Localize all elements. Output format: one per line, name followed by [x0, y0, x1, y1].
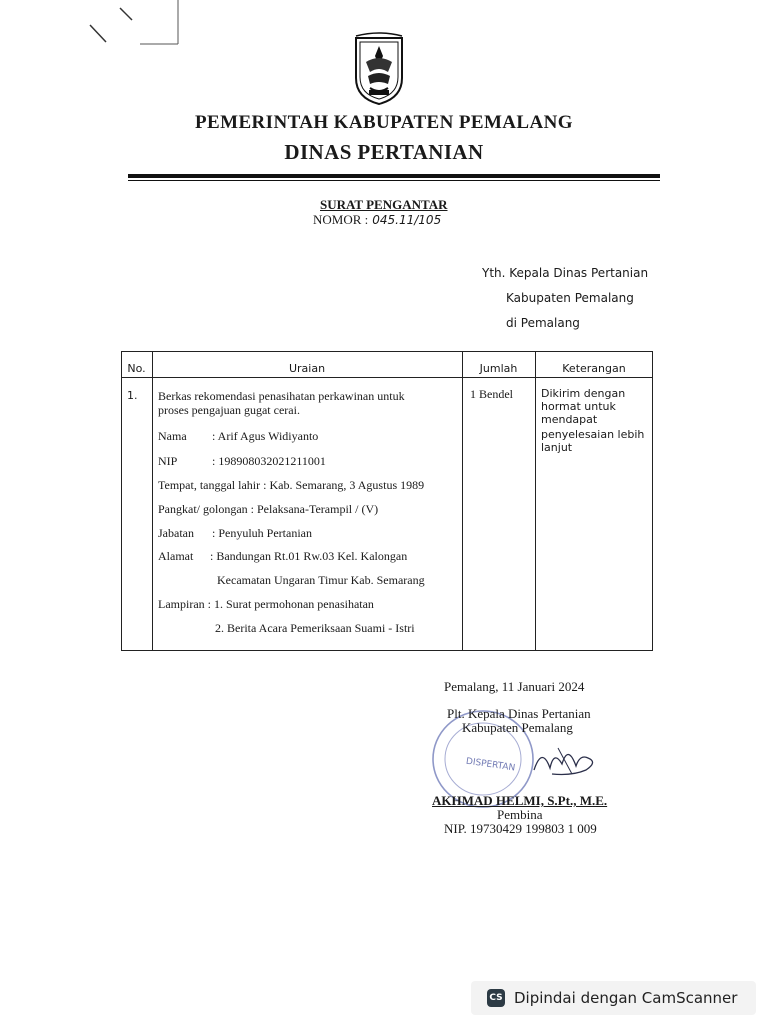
attachment-line-1: Lampiran : 1. Surat permohonan penasihatan	[158, 597, 374, 611]
scan-corner-mark	[80, 0, 190, 50]
column-header-jumlah: Jumlah	[479, 362, 518, 375]
nama-label: Nama	[158, 429, 187, 443]
letter-number-value: 045.11/105	[372, 213, 442, 227]
column-header-uraian: Uraian	[288, 362, 326, 375]
signatory-role-line-1: Plt. Kepala Dinas Pertanian	[447, 706, 591, 721]
jabatan-label: Jabatan	[158, 526, 194, 540]
rank-grade: Pangkat/ golongan : Pelaksana-Terampil / (V)	[158, 502, 379, 516]
table-divider-uraian	[462, 351, 463, 651]
signatory-name: AKHMAD HELMI, S.Pt., M.E.	[432, 793, 608, 808]
jabatan-value: : Penyuluh Pertanian	[212, 526, 312, 540]
nama-value: : Arif Agus Widiyanto	[212, 429, 319, 443]
table-divider-jumlah	[535, 351, 536, 651]
remarks-line-3: mendapat	[541, 413, 598, 426]
table-header-rule	[121, 377, 653, 378]
regency-emblem-icon	[352, 32, 406, 106]
government-title: PEMERINTAH KABUPATEN PEMALANG	[195, 112, 573, 133]
row-number: 1.	[127, 389, 138, 402]
camscanner-watermark	[471, 981, 756, 1015]
nip-value: : 198908032021211001	[212, 454, 326, 468]
handwritten-signature-icon	[528, 740, 608, 780]
remarks-line-4: penyelesaian lebih	[541, 428, 645, 441]
remarks-line-1: Dikirim dengan	[541, 387, 626, 400]
row-description-line-1: Berkas rekomendasi penasihatan perkawinan untuk	[158, 389, 405, 403]
table-divider-no	[152, 351, 153, 651]
addressee-line-1: Yth. Kepala Dinas Pertanian	[482, 266, 649, 280]
letter-title: SURAT PENGANTAR	[320, 197, 448, 212]
place-date: Pemalang, 11 Januari 2024	[444, 679, 585, 694]
alamat-value-line-1: : Bandungan Rt.01 Rw.03 Kel. Kalongan	[210, 549, 408, 563]
addressee-line-2: Kabupaten Pemalang	[506, 291, 634, 305]
letter-number-row	[313, 212, 441, 228]
header-rule-thin	[128, 180, 660, 181]
header-rule-thick	[128, 174, 660, 178]
signatory-rank: Pembina	[497, 807, 543, 822]
alamat-label: Alamat	[158, 549, 194, 563]
nip-label: NIP	[158, 454, 178, 468]
department-title: DINAS PERTANIAN	[284, 140, 484, 164]
letter-number-label: NOMOR :	[313, 212, 369, 227]
signatory-nip: NIP. 19730429 199803 1 009	[444, 821, 597, 836]
remarks-line-2: hormat untuk	[541, 400, 616, 413]
stamp-text: DISPERTAN	[465, 756, 516, 774]
alamat-value-line-2: Kecamatan Ungaran Timur Kab. Semarang	[217, 573, 425, 587]
column-header-keterangan: Keterangan	[562, 362, 626, 375]
column-header-no: No.	[127, 362, 146, 375]
birth-place-date: Tempat, tanggal lahir : Kab. Semarang, 3 Agustus 1989	[158, 478, 425, 492]
signatory-role-line-2: Kabupaten Pemalang	[462, 720, 573, 735]
row-quantity: 1 Bendel	[470, 387, 513, 401]
remarks-line-5: lanjut	[541, 441, 573, 454]
camscanner-logo-icon: CS	[487, 989, 505, 1007]
attachment-line-2: 2. Berita Acara Pemeriksaan Suami - Istri	[215, 621, 415, 635]
addressee-line-3: di Pemalang	[506, 316, 580, 330]
row-description-line-2: proses pengajuan gugat cerai.	[158, 403, 300, 417]
camscanner-watermark-text: Dipindai dengan CamScanner	[514, 989, 738, 1007]
